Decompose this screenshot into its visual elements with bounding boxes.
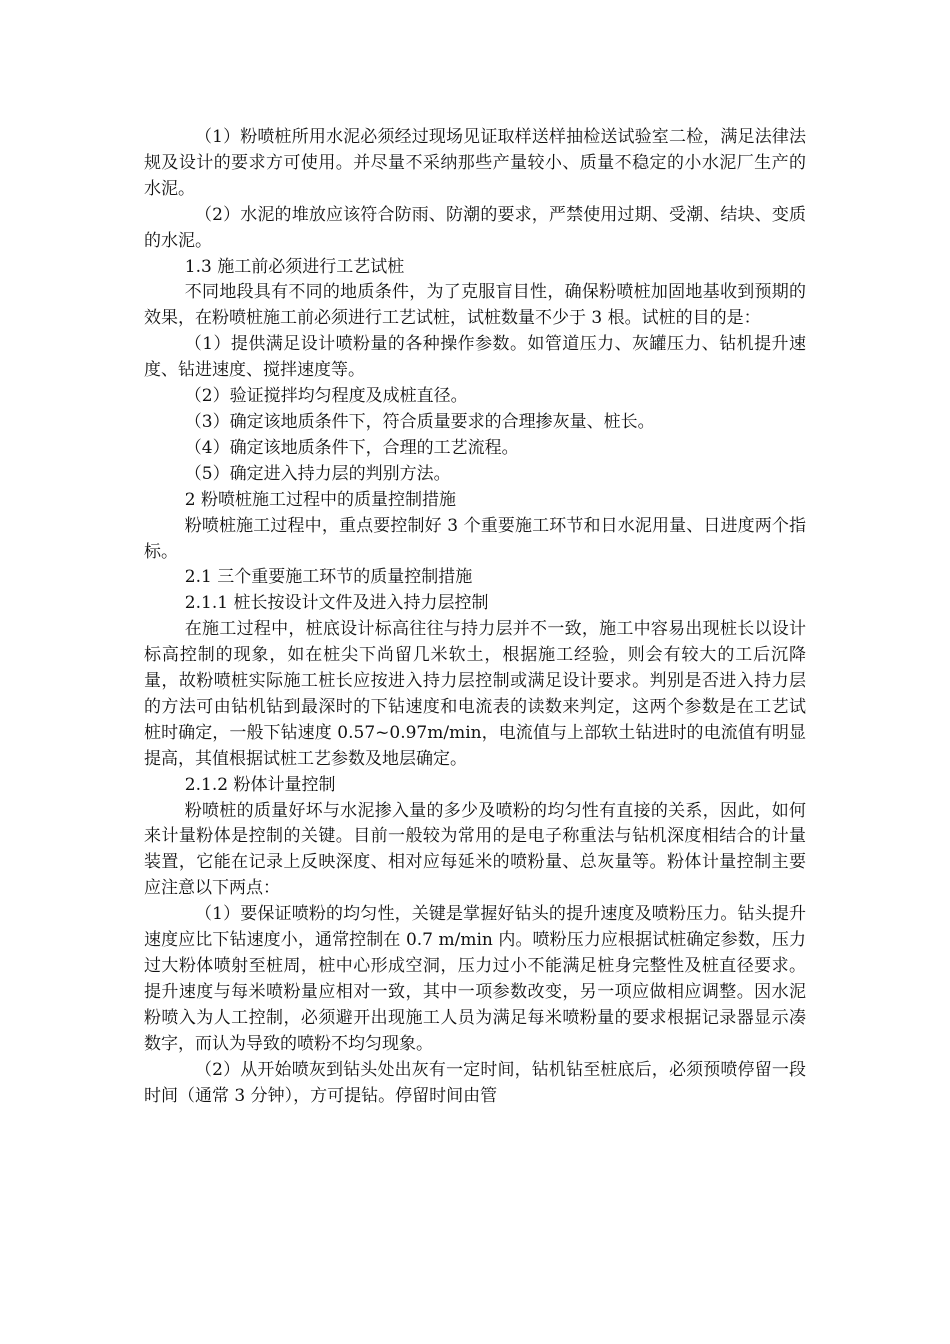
- list-item: （2）从开始喷灰到钻头处出灰有一定时间，钻机钻至桩底后，必须预喷停留一段时间（通常 3 分钟），方可提钻。停留时间由管: [144, 1059, 806, 1106]
- paragraph: 粉喷桩的质量好坏与水泥掺入量的多少及喷粉的均匀性有直接的关系，因此，如何来计量粉体是控制的关键。目前一般较为常用的是电子称重法与钻机深度相结合的计量装置，它能在记录上反映深度、相对应每延米的喷粉量、总灰量等。粉体计量控制主要应注意以下两点：: [144, 800, 806, 899]
- section-heading: 2 粉喷桩施工过程中的质量控制措施: [184, 489, 457, 510]
- section-heading: 2.1.2 粉体计量控制: [184, 774, 336, 795]
- paragraph: 粉喷桩施工过程中，重点要控制好 3 个重要施工环节和日水泥用量、日进度两个指标。: [144, 515, 806, 562]
- paragraph: 不同地段具有不同的地质条件，为了克服盲目性，确保粉喷桩加固地基收到预期的效果，在粉喷桩施工前必须进行工艺试桩，试桩数量不少于 3 根。试桩的目的是：: [144, 282, 806, 329]
- paragraph: （2）水泥的堆放应该符合防雨、防潮的要求，严禁使用过期、受潮、结块、变质的水泥。: [144, 204, 806, 251]
- list-item: （3）确定该地质条件下，符合质量要求的合理掺灰量、桩长。: [184, 411, 655, 432]
- document-body: [144, 125, 806, 1109]
- list-item: （1）要保证喷粉的均匀性，关键是掌握好钻头的提升速度及喷粉压力。钻头提升速度应比下钻速度小，通常控制在 0.7 m/min 内。喷粉压力应根据试桩确定参数，压力过大粉体喷射至桩周，桩中心形成空洞，压力过小不能满足桩身完整性及桩直径要求。提升速度与每米喷粉量应相对一致，其中一项参数改变，另一项应做相应调整。因水泥粉喷入为人工控制，必须避开出现施工人员为满足每米喷粉量的要求根据记录器显示凑数字，而认为导致的喷粉不均匀现象。: [144, 904, 806, 1054]
- paragraph: （1）粉喷桩所用水泥必须经过现场见证取样送样抽检送试验室二检，满足法律法规及设计的要求方可使用。并尽量不采纳那些产量较小、质量不稳定的小水泥厂生产的水泥。: [144, 127, 806, 199]
- list-item: （2）验证搅拌均匀程度及成桩直径。: [184, 386, 468, 407]
- list-item: （1）提供满足设计喷粉量的各种操作参数。如管道压力、灰罐压力、钻机提升速度、钻进速度、搅拌速度等。: [144, 334, 806, 381]
- section-heading: 2.1 三个重要施工环节的质量控制措施: [184, 567, 473, 588]
- list-item: （5）确定进入持力层的判别方法。: [184, 463, 451, 484]
- section-heading: 2.1.1 桩长按设计文件及进入持力层控制: [184, 593, 489, 614]
- section-heading: 1.3 施工前必须进行工艺试桩: [184, 256, 405, 277]
- list-item: （4）确定该地质条件下，合理的工艺流程。: [184, 437, 519, 458]
- paragraph: 在施工过程中，桩底设计标高往往与持力层并不一致，施工中容易出现桩长以设计标高控制的现象，如在桩尖下尚留几米软土，根据施工经验，则会有较大的工后沉降量，故粉喷桩实际施工桩长应按进入持力层控制或满足设计要求。判别是否进入持力层的方法可由钻机钻到最深时的下钻速度和电流表的读数来判定，这两个参数是在工艺试桩时确定，一般下钻速度 0.57~0.97m/min，电流值与上部软土钻进时的电流值有明显提高，其值根据试桩工艺参数及地层确定。: [144, 619, 806, 769]
